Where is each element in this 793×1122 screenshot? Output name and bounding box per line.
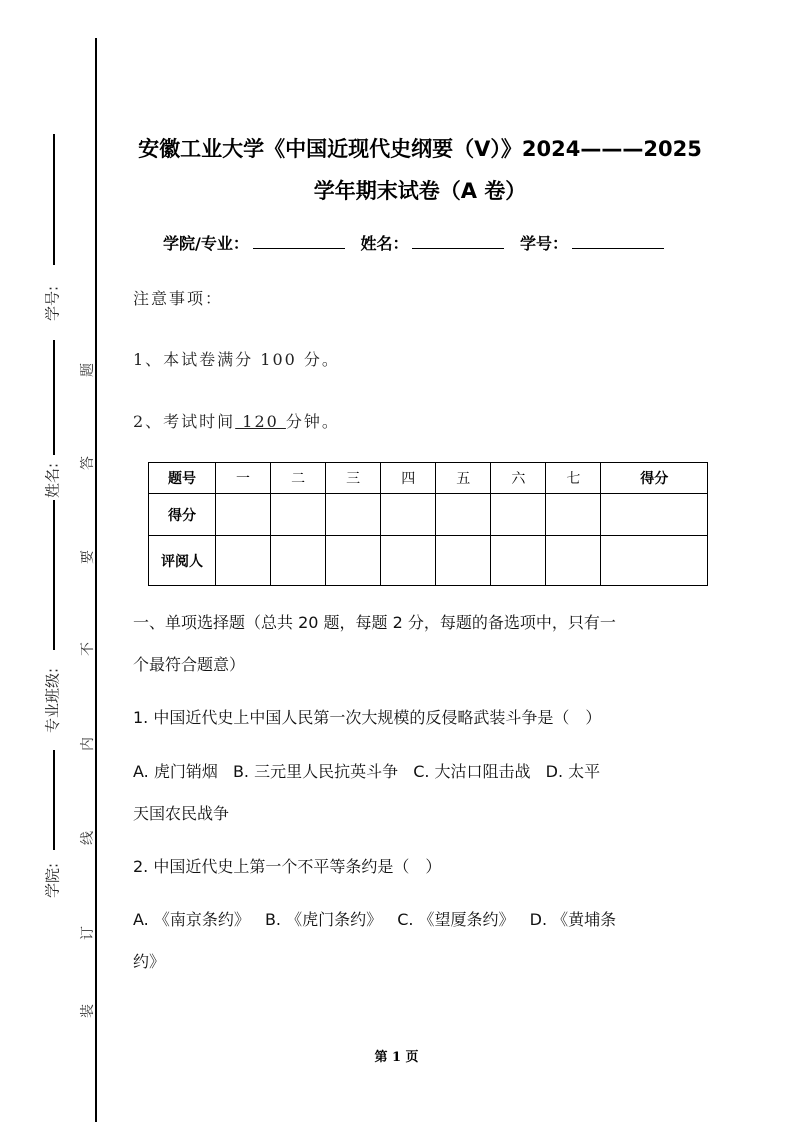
question-2-options xyxy=(133,907,626,930)
binding-line xyxy=(95,38,97,1122)
reviewer-cell[interactable] xyxy=(381,536,436,586)
header-cell: 题号 xyxy=(149,463,216,494)
header-cell: 五 xyxy=(436,463,491,494)
seal-char: 不 xyxy=(80,642,96,656)
note-item-2-suffix: 分钟。 xyxy=(285,412,340,431)
row-label: 评阅人 xyxy=(149,536,216,586)
seal-char: 内 xyxy=(80,737,96,751)
note-item-2 xyxy=(133,409,340,432)
student-info-row xyxy=(163,231,674,254)
reviewer-cell[interactable] xyxy=(326,536,381,586)
notes-heading: 注意事项： xyxy=(133,289,224,308)
question-1-stem: 1. 中国近代史上中国人民第一次大规模的反侵略武装斗争是（ ） xyxy=(133,708,602,727)
header-cell: 四 xyxy=(381,463,436,494)
seal-char: 订 xyxy=(80,926,96,940)
reviewer-cell[interactable] xyxy=(601,536,708,586)
option-d[interactable]: D. 《黄埔条 xyxy=(529,910,617,929)
name-field[interactable] xyxy=(412,234,504,249)
score-table-header-row xyxy=(149,463,708,494)
option-b[interactable]: B. 三元里人民抗英斗争 xyxy=(232,762,399,781)
reviewer-cell[interactable] xyxy=(216,536,271,586)
option-a[interactable]: A. 《南京条约》 xyxy=(133,910,250,929)
score-row xyxy=(149,494,708,536)
score-cell[interactable] xyxy=(491,494,546,536)
option-d[interactable]: D. 太平 xyxy=(545,762,601,781)
seal-char: 装 xyxy=(80,1004,96,1018)
exam-title-line2: 学年期末试卷（A 卷） xyxy=(313,179,527,203)
page-number: 第 1 页 xyxy=(374,1050,419,1065)
header-cell: 七 xyxy=(546,463,601,494)
score-cell[interactable] xyxy=(326,494,381,536)
score-cell[interactable] xyxy=(381,494,436,536)
reviewer-cell[interactable] xyxy=(491,536,546,586)
reviewer-cell[interactable] xyxy=(271,536,326,586)
exam-duration-value: 120 xyxy=(235,412,286,431)
name-line xyxy=(53,340,55,455)
seal-char: 题 xyxy=(80,363,96,377)
option-a[interactable]: A. 虎门销烟 xyxy=(133,762,218,781)
section1-heading-line1: 一、单项选择题（总共 20 题，每题 2 分，每题的备选项中，只有一 xyxy=(133,613,616,632)
exam-title-line1: 安徽工业大学《中国近现代史纲要（V）》2024———2025 xyxy=(138,137,702,161)
score-cell[interactable] xyxy=(271,494,326,536)
score-cell[interactable] xyxy=(546,494,601,536)
header-cell: 得分 xyxy=(601,463,708,494)
reviewer-cell[interactable] xyxy=(436,536,491,586)
score-table xyxy=(148,462,708,586)
seal-char: 要 xyxy=(80,550,96,564)
margin-student-id-label: 学号: xyxy=(43,285,62,322)
note-item-2-prefix: 2、考试时间 xyxy=(133,412,236,431)
student-id-field[interactable] xyxy=(572,234,664,249)
name-label: 姓名： xyxy=(360,234,409,253)
margin-class-label: 专业班级: xyxy=(43,667,62,734)
header-cell: 三 xyxy=(326,463,381,494)
college-major-label: 学院/专业： xyxy=(163,234,249,253)
seal-char: 答 xyxy=(80,456,96,470)
college-line xyxy=(53,750,55,850)
score-cell[interactable] xyxy=(601,494,708,536)
question-1-options xyxy=(133,759,610,782)
margin-college-label: 学院: xyxy=(43,862,62,899)
reviewer-cell[interactable] xyxy=(546,536,601,586)
header-cell: 二 xyxy=(271,463,326,494)
student-id-label: 学号： xyxy=(520,234,569,253)
student-id-line xyxy=(53,134,55,265)
note-item-1: 1、本试卷满分 100 分。 xyxy=(133,350,340,369)
college-major-field[interactable] xyxy=(253,234,345,249)
score-cell[interactable] xyxy=(436,494,491,536)
class-line xyxy=(53,500,55,650)
option-c[interactable]: C. 大沽口阻击战 xyxy=(413,762,531,781)
question-1-options-continued: 天国农民战争 xyxy=(133,804,230,823)
row-label: 得分 xyxy=(149,494,216,536)
margin-name-label: 姓名: xyxy=(43,462,62,499)
question-2-options-continued: 约》 xyxy=(133,952,166,971)
option-b[interactable]: B. 《虎门条约》 xyxy=(264,910,383,929)
option-c[interactable]: C. 《望厦条约》 xyxy=(397,910,515,929)
reviewer-row xyxy=(149,536,708,586)
section1-heading-line2: 个最符合题意） xyxy=(133,655,246,674)
seal-char: 线 xyxy=(80,831,96,845)
header-cell: 六 xyxy=(491,463,546,494)
score-cell[interactable] xyxy=(216,494,271,536)
question-2-stem: 2. 中国近代史上第一个不平等条约是（ ） xyxy=(133,857,442,876)
header-cell: 一 xyxy=(216,463,271,494)
